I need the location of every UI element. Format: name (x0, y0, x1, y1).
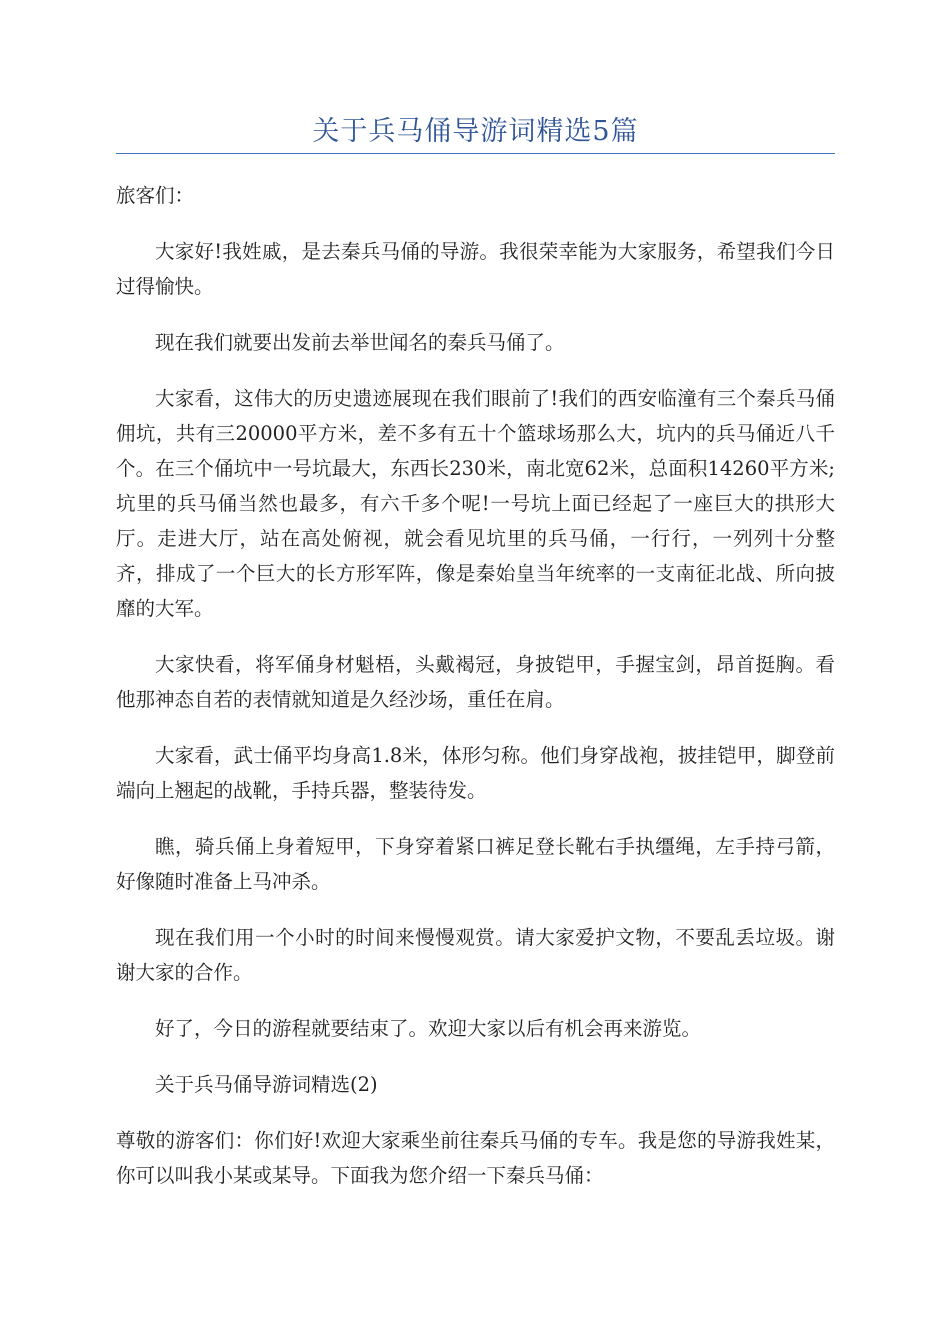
body-paragraph: 好了，今日的游程就要结束了。欢迎大家以后有机会再来游览。 (155, 1017, 702, 1040)
body-paragraph: 大家快看，将军俑身材魁梧，头戴褐冠，身披铠甲，手握宝剑，昂首挺胸。看他那神态自若的表情就知道是久经沙场，重任在肩。 (116, 653, 835, 711)
greeting-paragraph: 旅客们： (116, 184, 195, 207)
body-paragraph: 现在我们用一个小时的时间来慢慢观赏。请大家爱护文物，不要乱丢垃圾。谢谢大家的合作。 (116, 926, 835, 984)
body-paragraph: 瞧，骑兵俑上身着短甲，下身穿着紧口裤足登长靴右手执缰绳，左手持弓箭，好像随时准备上马冲杀。 (116, 835, 835, 893)
body-paragraph: 尊敬的游客们：你们好!欢迎大家乘坐前往秦兵马俑的专车。我是您的导游我姓某，你可以叫我小某或某导。下面我为您介绍一下秦兵马俑： (116, 1129, 835, 1187)
body-paragraph: 大家看，武士俑平均身高1.8米，体形匀称。他们身穿战袍，披挂铠甲，脚登前端向上翘起的战靴，手持兵器，整装待发。 (116, 744, 835, 802)
title-underline (116, 153, 835, 154)
body-paragraph: 现在我们就要出发前去举世闻名的秦兵马俑了。 (155, 331, 565, 354)
body-paragraph: 大家好!我姓戚，是去秦兵马俑的导游。我很荣幸能为大家服务，希望我们今日过得愉快。 (116, 240, 835, 298)
section-heading: 关于兵马俑导游词精选(2) (155, 1073, 378, 1096)
document-body (116, 178, 835, 1214)
body-paragraph: 大家看，这伟大的历史遗迹展现在我们眼前了!我们的西安临潼有三个秦兵马俑佣坑，共有三20000平方米，差不多有五十个篮球场那么大，坑内的兵马俑近八千个。在三个俑坑中一号坑最大，东西长230米，南北宽62米，总面积14260平方米;坑里的兵马俑当然也最多，有六千多个呢!一号坑上面已经起了一座巨大的拱形大厅。走进大厅，站在高处俯视，就会看见坑里的兵马俑，一行行，一列列十分整齐，排成了一个巨大的长方形军阵，像是秦始皇当年统率的一支南征北战、所向披靡的大军。 (116, 387, 835, 620)
document-title: 关于兵马俑导游词精选5篇 (312, 116, 639, 147)
